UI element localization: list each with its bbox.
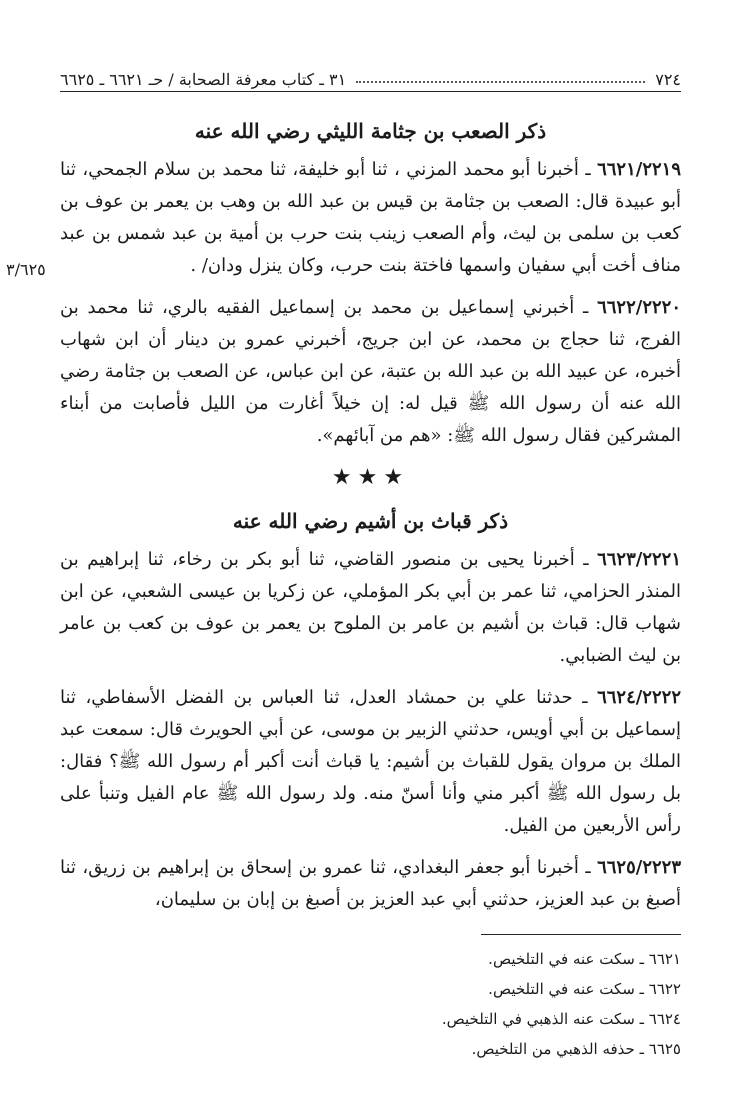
running-header (60, 66, 681, 92)
hadith-text: ـ أخبرني إسماعيل بن محمد بن إسماعيل الفقيه بالري، ثنا محمد بن الفرج، ثنا حجاج بن محمد، عن ابن جريج، أخبرني عمرو بن دينار أن ابن شهاب أخبره، عن عبيد الله بن عبد الله بن عتبة، عن ابن عباس، عن الصعب بن جثامة رضي الله عنه أن رسول الله ﷺ قيل له: إن خيلاً أغارت من الليل فأصابت من أبناء المشركين فقال رسول الله ﷺ: «هم من آبائهم». (60, 297, 681, 446)
section-title-2: ذكر قباث بن أشيم رضي الله عنه (232, 509, 509, 533)
hadith-entry (60, 292, 681, 452)
hadith-number: ٦٦٢٤/٢٢٢٢ (597, 687, 681, 708)
footnote: ٦٦٢٢ ـ سكت عنه في التلخيص. (488, 980, 681, 998)
hadith-text: ـ أخبرنا أبو جعفر البغدادي، ثنا عمرو بن إسحاق بن إبراهيم بن زريق، ثنا أصبغ بن عبد العزيز، حدثني أبي عبد العزيز بن أصبغ بن إبان بن سليمان، (60, 857, 681, 910)
hadith-text: ـ أخبرنا أبو محمد المزني ، ثنا أبو خليفة، ثنا محمد بن سلام الجمحي، ثنا أبو عبيدة قال: الصعب بن جثامة بن قيس بن عبد الله بن وهب بن يعمر بن عوف بن كعب بن سلمى بن ليث، وأم الصعب زينب بنت حرب بن أمية بن عبد شمس بن عبد مناف أخت أبي سفيان واسمها فاختة بنت حرب، وكان ينزل ودان/ . (60, 159, 681, 276)
section-separator: ★★★ (331, 465, 410, 490)
hadith-entry (60, 682, 681, 842)
footnote: ٦٦٢٥ ـ حذفه الذهبي من التلخيص. (471, 1040, 681, 1058)
hadith-entry (60, 154, 681, 282)
hadith-number: ٦٦٢٢/٢٢٢٠ (597, 297, 681, 318)
footnote-divider (481, 934, 681, 935)
dotted-leader (356, 81, 645, 83)
margin-volume-reference: ٣/٦٢٥ (6, 260, 46, 279)
section-title-1: ذكر الصعب بن جثامة الليثي رضي الله عنه (194, 119, 547, 143)
main-text (60, 110, 681, 926)
footnote: ٦٦٢١ ـ سكت عنه في التلخيص. (488, 950, 681, 968)
hadith-text: ـ حدثنا علي بن حمشاد العدل، ثنا العباس بن الفضل الأسفاطي، ثنا إسماعيل بن أبي أويس، حدثني الزبير بن موسى، عن أبي الحويرث قال: سمعت عبد الملك بن مروان يقول للقباث بن أشيم: يا قباث أنت أكبر أم رسول الله ﷺ؟ فقال: بل رسول الله ﷺ أكبر مني وأنا أسنّ منه. ولد رسول الله ﷺ عام الفيل وتنبأ على رأس الأربعين من الفيل. (60, 687, 681, 836)
hadith-entry (60, 544, 681, 672)
hadith-text: ـ أخبرنا يحيى بن منصور القاضي، ثنا أبو بكر بن رخاء، ثنا إبراهيم بن المنذر الحزامي، ثنا عمر بن أبي بكر المؤملي، عن زكريا بن عيسى الشعبي، عن ابن شهاب قال: قباث بن أشيم بن عامر بن الملوح بن يعمر بن عوف بن كعب بن عامر بن ليث الضبابي. (60, 549, 681, 666)
hadith-number: ٦٦٢٣/٢٢٢١ (597, 549, 681, 570)
footnote: ٦٦٢٤ ـ سكت عنه الذهبي في التلخيص. (441, 1010, 681, 1028)
hadith-number: ٦٦٢٥/٢٢٢٣ (597, 857, 681, 878)
page-number: ٧٢٤ (655, 70, 681, 89)
hadith-entry (60, 852, 681, 916)
footnotes (260, 944, 681, 1064)
hadith-number: ٦٦٢١/٢٢١٩ (597, 159, 681, 180)
running-title: ٣١ ـ كتاب معرفة الصحابة / حـ ٦٦٢١ ـ ٦٦٢٥ (60, 70, 347, 89)
